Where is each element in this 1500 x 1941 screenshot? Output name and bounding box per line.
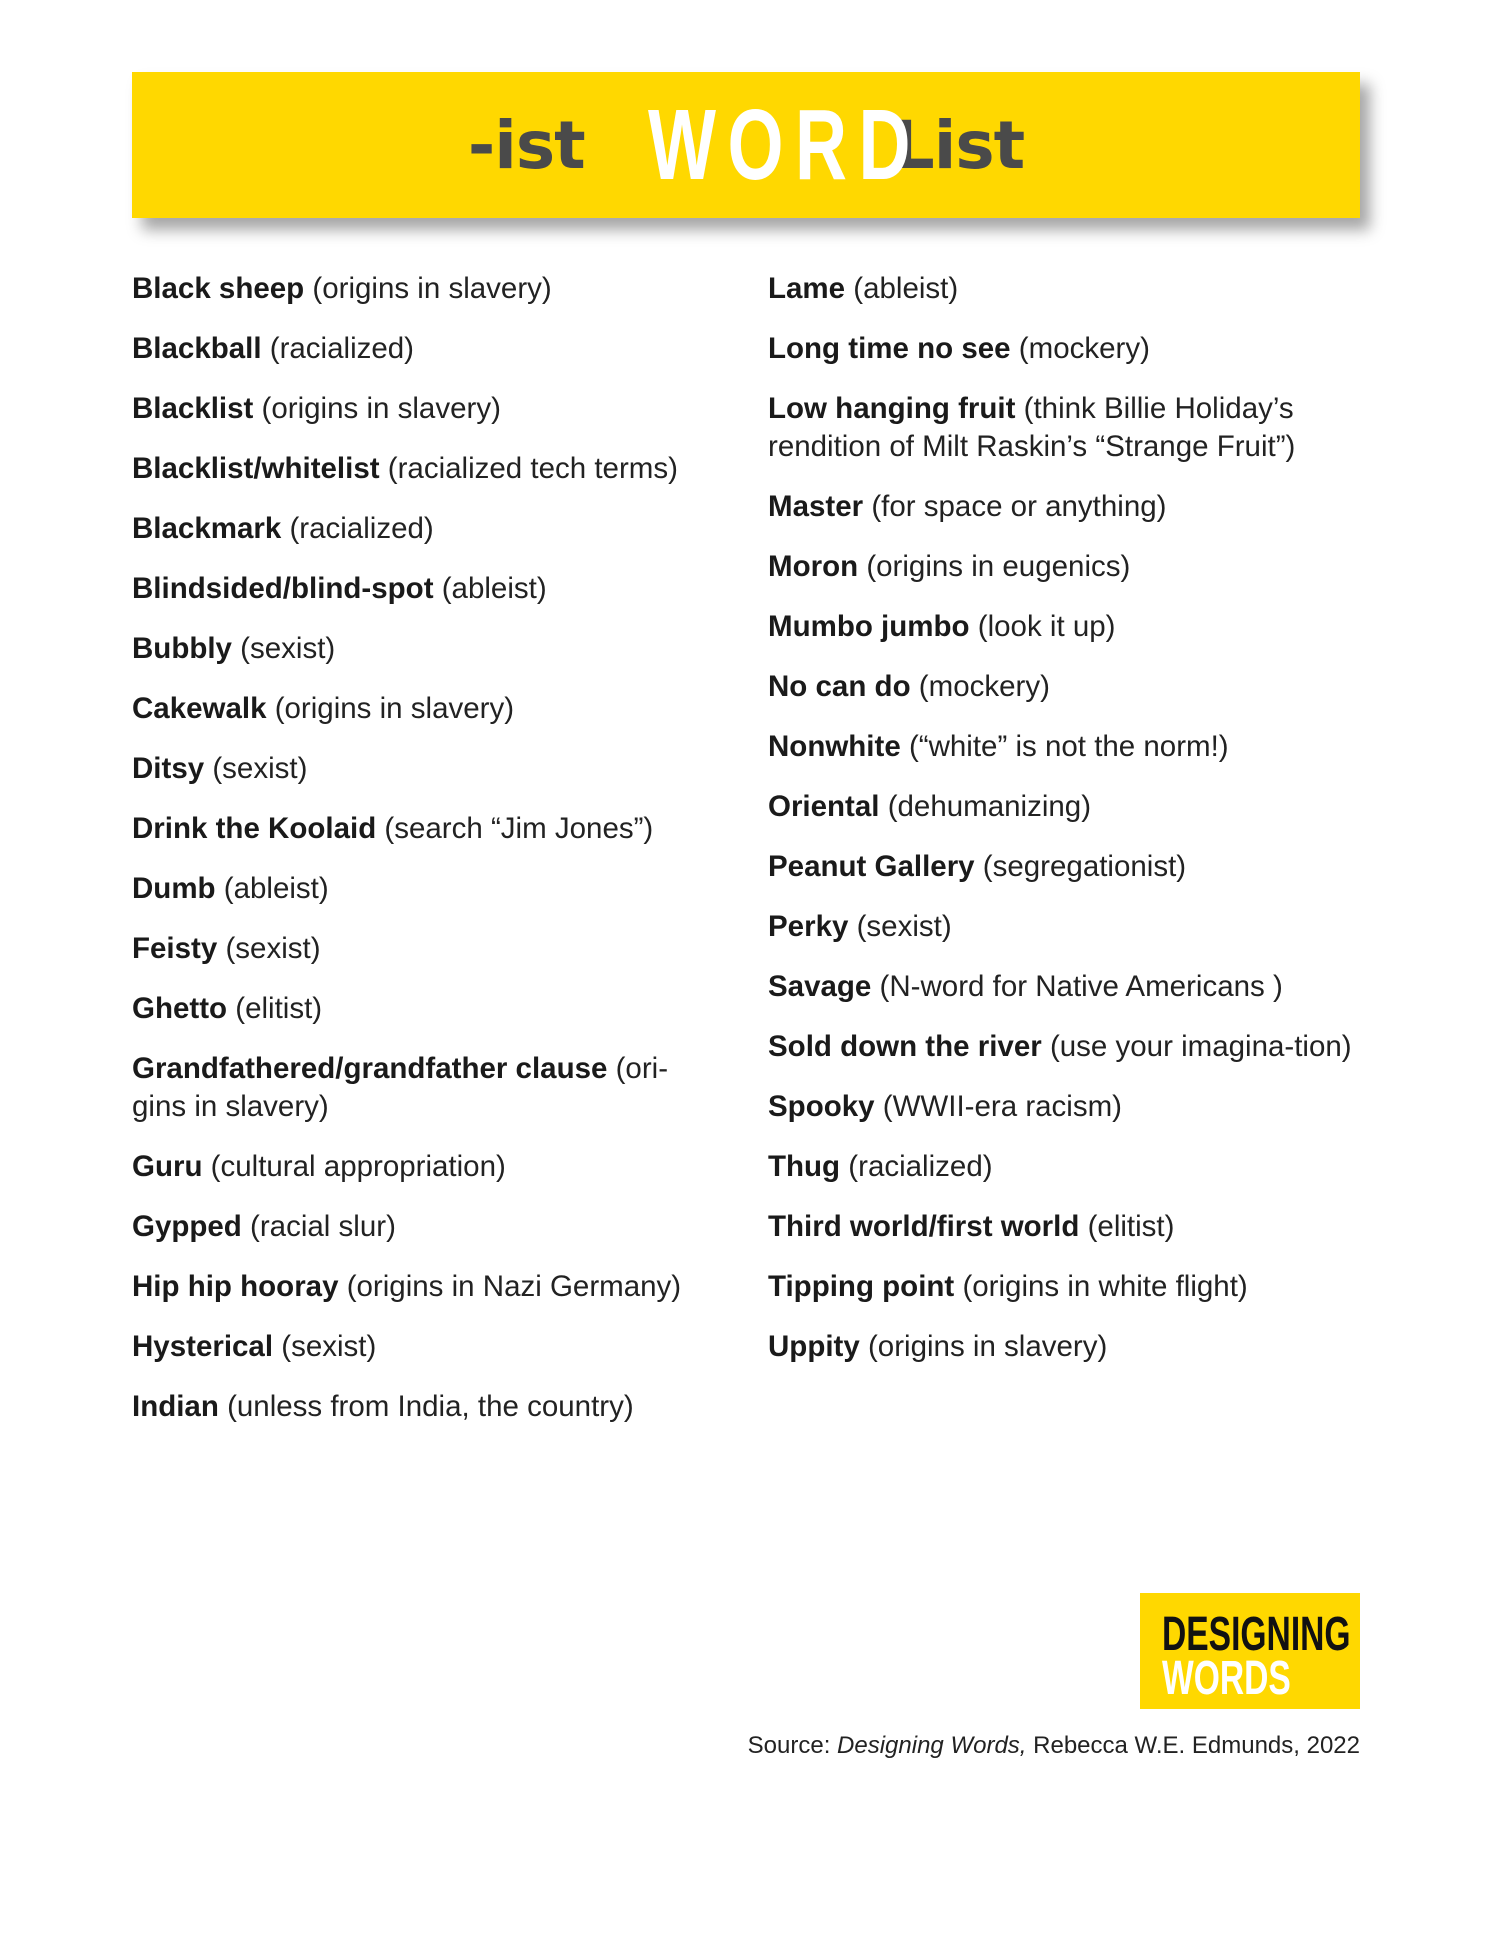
word-note: (ori-gins in slavery) [132,1052,669,1123]
word-term: Spooky [768,1090,875,1123]
word-entry [768,728,1368,766]
word-term: Bubbly [132,632,232,665]
word-note: (racialized) [289,512,434,545]
word-note: (sexist) [281,1330,377,1363]
word-note: (racial slur) [250,1210,396,1243]
word-term: Gypped [132,1210,242,1243]
word-note: (ableist) [441,572,547,605]
word-term: Lame [768,272,846,305]
word-note: (sexist) [225,932,321,965]
designing-words-logo [1140,1593,1360,1709]
word-entry [132,1328,712,1366]
word-term: Guru [132,1150,203,1183]
word-entry [768,390,1368,466]
word-note: (look it up) [977,610,1116,643]
word-note: (elitist) [235,992,323,1025]
word-note: (sexist) [856,910,952,943]
word-note: (dehumanizing) [887,790,1092,823]
word-entry [132,1208,712,1246]
word-note: (sexist) [240,632,336,665]
logo-line-1: DESIGNING [1162,1608,1351,1661]
word-note: (ableist) [853,272,959,305]
word-term: Master [768,490,864,523]
word-note: (origins in Nazi Germany) [346,1270,682,1303]
word-term: Sold down the river [768,1030,1042,1063]
word-entry [132,390,712,428]
word-note: (origins in slavery) [261,392,501,425]
word-entry [768,968,1368,1006]
word-note: (for space or anything) [871,490,1167,523]
word-note: (racialized) [269,332,415,365]
word-term: Blackball [132,332,262,365]
word-note: (racialized) [848,1150,993,1183]
word-term: Hysterical [132,1330,274,1363]
word-entry [768,1328,1368,1366]
word-entry [132,750,712,788]
word-entry [132,630,712,668]
word-note: (unless from India, the country) [227,1390,634,1423]
title-word: WORD [647,88,922,201]
word-term: Blindsided/blind-spot [132,572,434,605]
word-note: (origins in eugenics) [866,550,1131,583]
word-note: (cultural appropriation) [210,1150,506,1183]
word-term: Third world/first world [768,1210,1080,1243]
word-term: Hip hip hooray [132,1270,339,1303]
word-term: Oriental [768,790,880,823]
word-term: Drink the Koolaid [132,812,377,845]
word-term: Savage [768,970,872,1003]
word-entry [768,848,1368,886]
right-word-column [768,270,1368,1388]
title-prefix: -ist [467,106,585,184]
word-term: Perky [768,910,849,943]
word-entry [768,1148,1368,1186]
word-entry [768,608,1368,646]
word-entry [768,1208,1368,1246]
word-note: (WWII-era racism) [882,1090,1123,1123]
word-term: Uppity [768,1330,860,1363]
word-entry [768,548,1368,586]
word-entry [768,908,1368,946]
left-word-column [132,270,712,1448]
word-term: Tipping point [768,1270,955,1303]
source-title: Designing Words, [837,1732,1027,1759]
logo-line-2: WORDS [1162,1652,1291,1705]
word-note: (elitist) [1087,1210,1175,1243]
word-note: (“white” is not the norm!) [908,730,1229,763]
word-note: (mockery) [1018,332,1150,365]
word-term: Thug [768,1150,841,1183]
word-entry [132,1148,712,1186]
word-entry [132,1268,712,1306]
word-entry [768,1088,1368,1126]
word-term: Blacklist [132,392,254,425]
word-term: Ditsy [132,752,205,785]
source-label: Source: [747,1732,831,1759]
word-entry [132,510,712,548]
word-term: No can do [768,670,911,703]
word-note: (origins in slavery) [867,1330,1108,1363]
word-entry [132,270,712,308]
title-banner [132,72,1360,218]
word-note: (think Billie Holiday’s rendition of Milt Raskin’s “Strange Fruit”) [768,392,1296,463]
word-term: Black sheep [132,272,305,305]
word-note: (racialized tech terms) [387,452,678,485]
word-entry [132,810,712,848]
word-entry [132,570,712,608]
word-term: Mumbo jumbo [768,610,970,643]
word-term: Blackmark [132,512,282,545]
word-term: Blacklist/whitelist [132,452,380,485]
word-entry [132,1050,712,1126]
word-term: Ghetto [132,992,228,1025]
word-note: (ableist) [223,872,329,905]
word-term: Peanut Gallery [768,850,975,883]
word-entry [132,930,712,968]
word-entry [132,690,712,728]
word-entry [132,450,712,488]
word-note: (origins in slavery) [274,692,515,725]
word-entry [768,1028,1368,1066]
word-note: (search “Jim Jones”) [384,812,654,845]
word-term: Long time no see [768,332,1011,365]
word-term: Low hanging fruit [768,392,1016,425]
source-citation [748,1732,1360,1760]
word-term: Nonwhite [768,730,901,763]
word-note: (origins in slavery) [312,272,552,305]
word-term: Cakewalk [132,692,267,725]
word-entry [132,990,712,1028]
word-term: Feisty [132,932,218,965]
word-entry [768,1268,1368,1306]
word-entry [768,330,1368,368]
word-term: Moron [768,550,859,583]
word-note: (segregationist) [982,850,1187,883]
title-suffix: List [892,106,1025,184]
word-entry [768,788,1368,826]
word-note: (N-word for Native Americans ) [879,970,1283,1003]
word-entry [768,668,1368,706]
word-entry [132,870,712,908]
word-term: Grandfathered/grandfather clause [132,1052,608,1085]
word-note: (sexist) [212,752,308,785]
word-note: (mockery) [918,670,1050,703]
word-note: (use your imagina-tion) [1049,1030,1352,1063]
word-term: Indian [132,1390,219,1423]
word-entry [132,1388,712,1426]
word-note: (origins in white flight) [962,1270,1248,1303]
word-entry [768,270,1368,308]
word-term: Dumb [132,872,216,905]
word-entry [132,330,712,368]
source-author-year: Rebecca W.E. Edmunds, 2022 [1033,1732,1360,1759]
word-entry [768,488,1368,526]
